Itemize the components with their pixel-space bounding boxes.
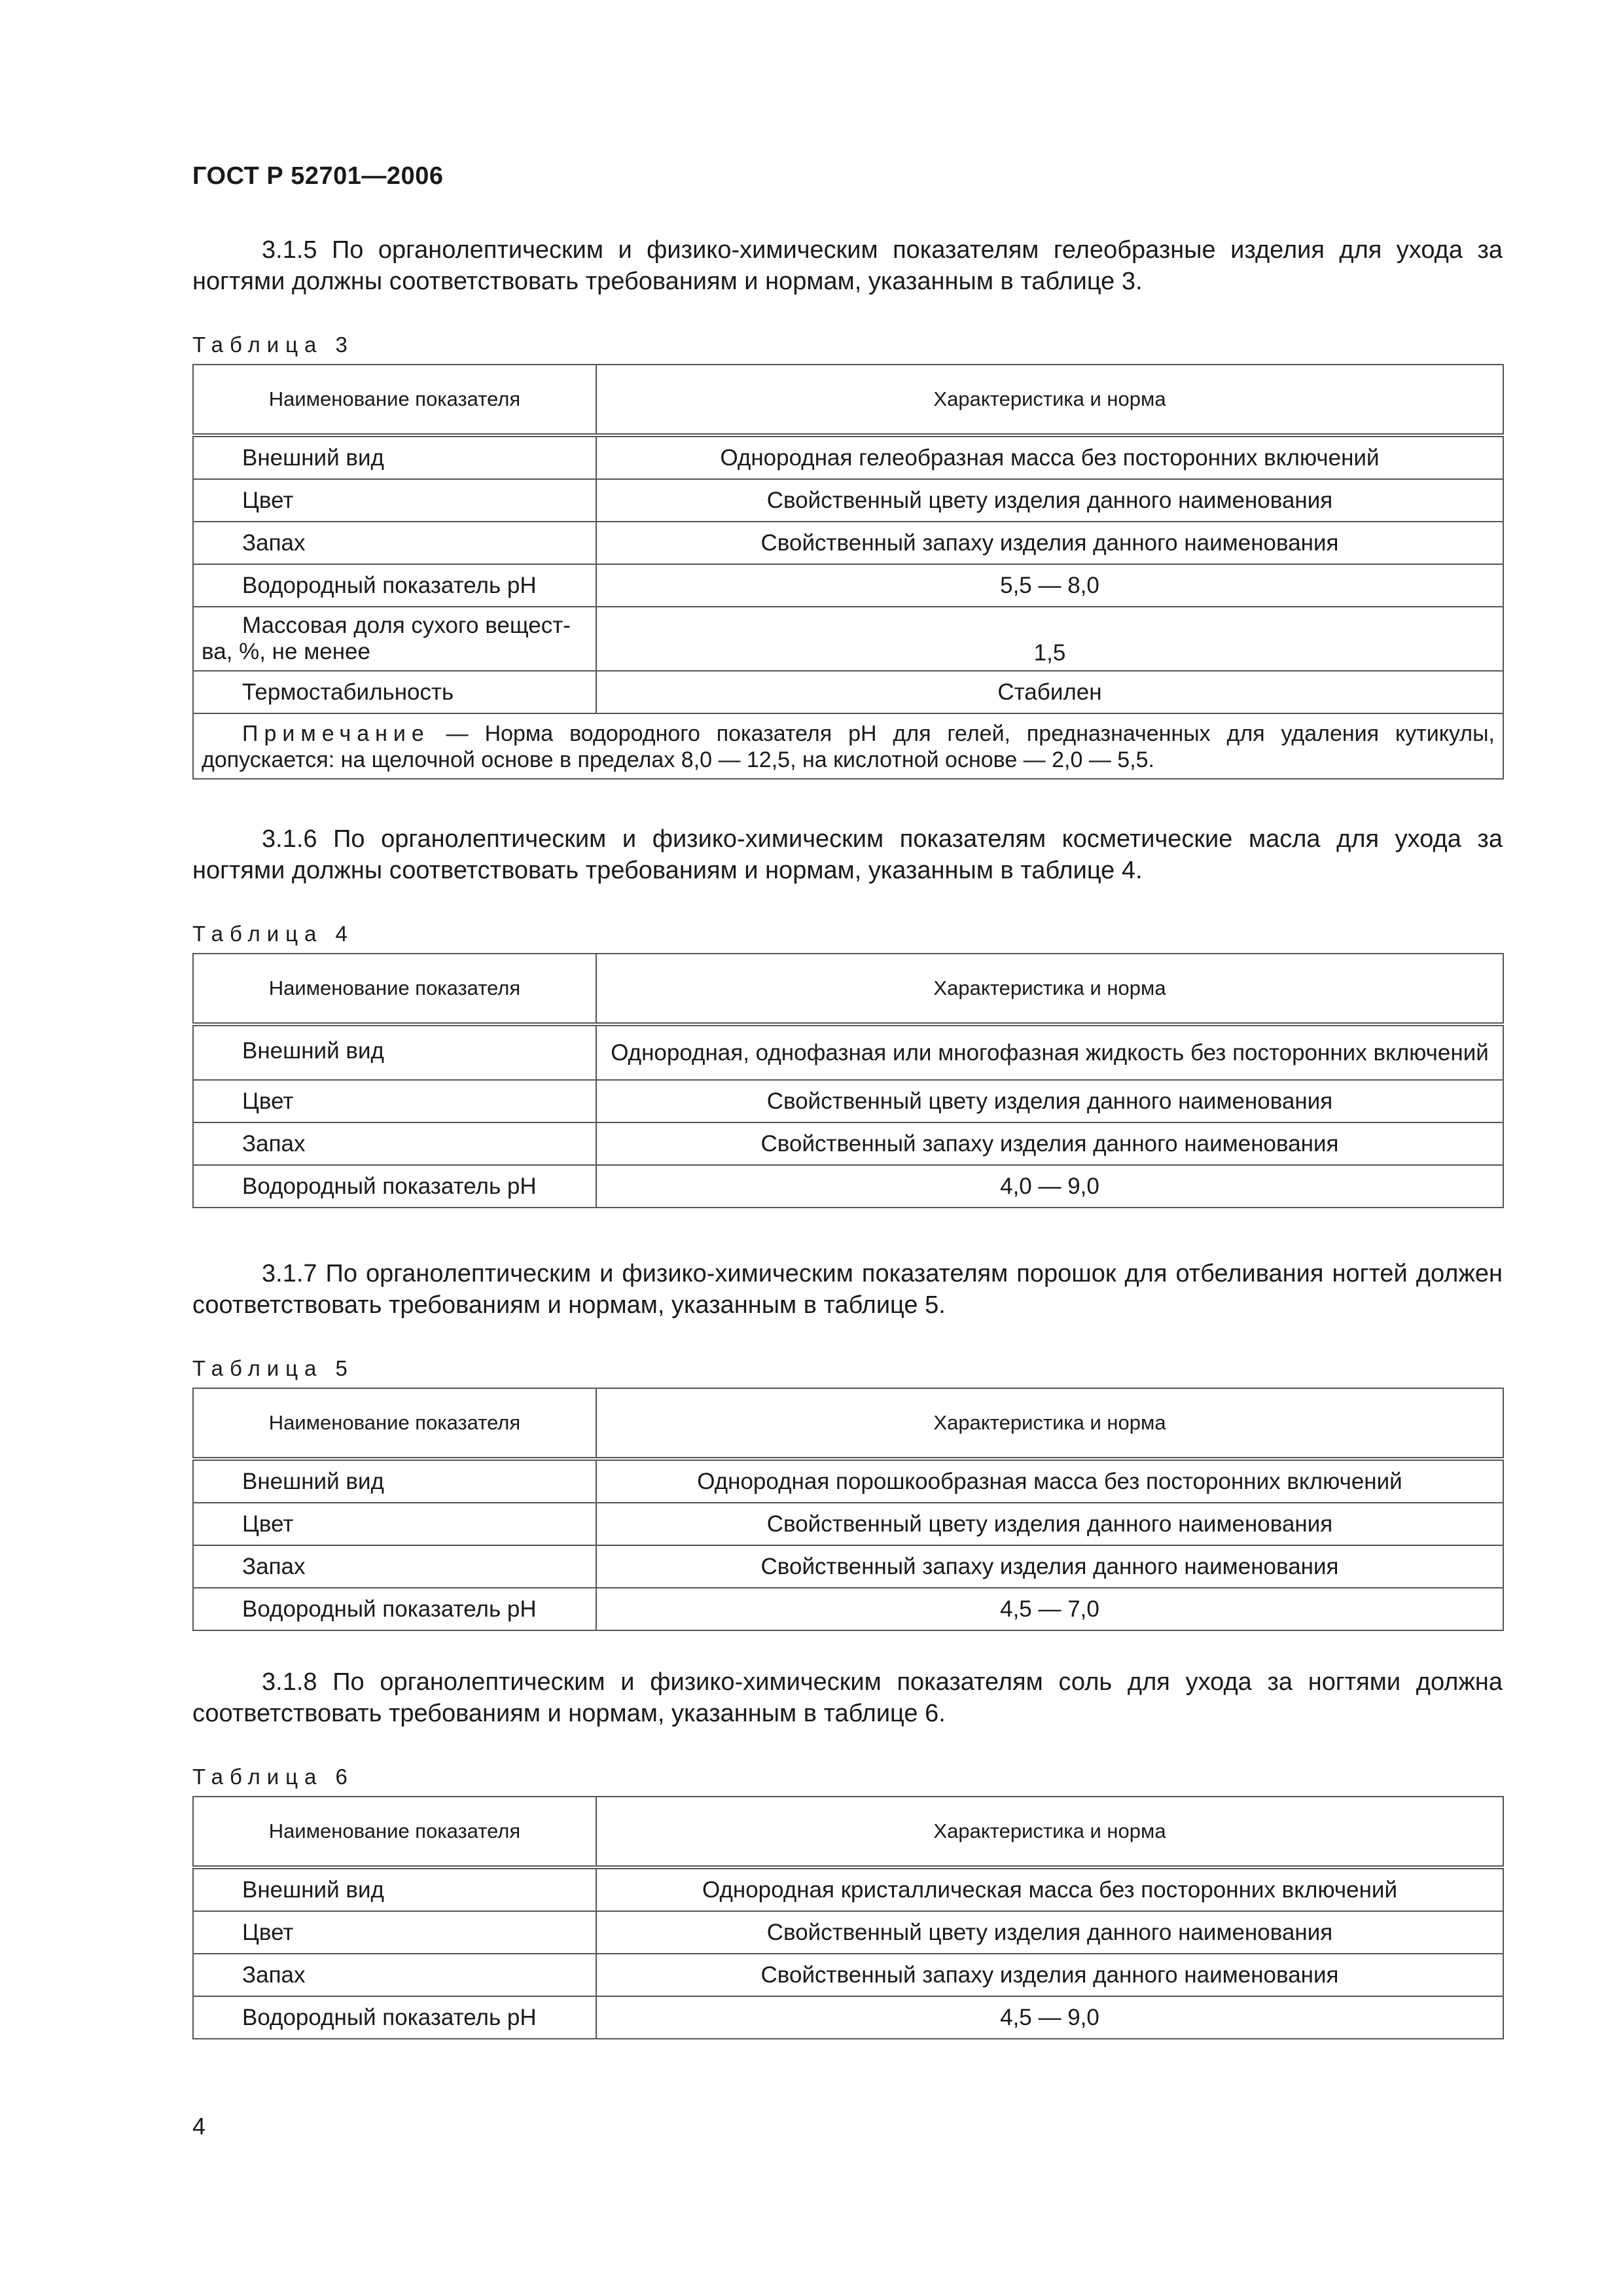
paragraph-3-1-8: 3.1.8 По органолептическим и физико-химическим показателям соль для ухода за ногтями должна соответствовать требованиям и нормам, указанным в таблице 6. — [192, 1668, 1503, 1727]
indicator-cell: Запах — [193, 522, 596, 564]
table-row — [193, 1954, 1503, 1996]
table-row — [193, 1122, 1503, 1165]
norm-cell: Однородная гелеобразная масса без посторонних включений — [596, 435, 1503, 479]
indicator-cell: Цвет — [193, 1503, 596, 1545]
table-row — [193, 607, 1503, 671]
indicator-cell: Внешний вид — [193, 1024, 596, 1080]
indicator-cell: Внешний вид — [193, 1459, 596, 1503]
norm-cell: 4,5 — 9,0 — [596, 1996, 1503, 2039]
table-3-caption: Таблица 3 — [192, 332, 354, 357]
norm-cell: 4,0 — 9,0 — [596, 1165, 1503, 1208]
norm-cell: Однородная порошкообразная масса без посторонних включений — [596, 1459, 1503, 1503]
column-header-indicator: Наименование показателя — [193, 1797, 596, 1867]
column-header-indicator: Наименование показателя — [193, 1388, 596, 1459]
indicator-cell: Водородный показатель рН — [193, 1588, 596, 1630]
table-4-caption: Таблица 4 — [192, 922, 354, 946]
table-header-row — [193, 1388, 1503, 1459]
indicator-cell: Массовая доля сухого вещест-ва, %, не менее — [193, 607, 596, 671]
table-note — [193, 713, 1503, 779]
table-note-row — [193, 713, 1503, 779]
table-row — [193, 435, 1503, 479]
norm-cell: Свойственный цвету изделия данного наименования — [596, 479, 1503, 522]
norm-cell: Свойственный запаху изделия данного наименования — [596, 1545, 1503, 1588]
table-4 — [192, 953, 1504, 1208]
column-header-norm: Характеристика и норма — [596, 954, 1503, 1024]
table-5-caption: Таблица 5 — [192, 1356, 354, 1380]
paragraph-3-1-7: 3.1.7 По органолептическим и физико-химическим показателям порошок для отбеливания ногтей должен соответствовать требованиям и нормам, указанным в таблице 5. — [192, 1260, 1503, 1319]
indicator-cell: Водородный показатель рН — [193, 1165, 596, 1208]
indicator-cell: Цвет — [193, 1911, 596, 1954]
indicator-cell: Цвет — [193, 479, 596, 522]
norm-cell: Свойственный цвету изделия данного наименования — [596, 1503, 1503, 1545]
indicator-cell: Запах — [193, 1545, 596, 1588]
norm-cell: Однородная кристаллическая масса без посторонних включений — [596, 1867, 1503, 1911]
indicator-cell: Водородный показатель рН — [193, 1996, 596, 2039]
norm-cell: 4,5 — 7,0 — [596, 1588, 1503, 1630]
table-5 — [192, 1388, 1504, 1631]
note-label: Примечание — [242, 721, 430, 746]
norm-cell: 1,5 — [596, 607, 1503, 671]
page-number: 4 — [192, 2113, 206, 2140]
table-6-caption: Таблица 6 — [192, 1765, 354, 1789]
table-row — [193, 564, 1503, 607]
column-header-indicator: Наименование показателя — [193, 365, 596, 435]
norm-cell: Свойственный цвету изделия данного наименования — [596, 1911, 1503, 1954]
norm-cell: 5,5 — 8,0 — [596, 564, 1503, 607]
table-row — [193, 1459, 1503, 1503]
table-row — [193, 1165, 1503, 1208]
table-header-row — [193, 954, 1503, 1024]
indicator-cell: Термостабильность — [193, 671, 596, 713]
indicator-cell: Внешний вид — [193, 1867, 596, 1911]
indicator-cell: Внешний вид — [193, 435, 596, 479]
table-header-row — [193, 1797, 1503, 1867]
norm-cell: Однородная, однофазная или многофазная жидкость без посторонних включений — [596, 1024, 1503, 1080]
paragraph-3-1-6: 3.1.6 По органолептическим и физико-химическим показателям косметические масла для ухода за ногтями должны соответствовать требованиям и нормам, указанным в таблице 4. — [192, 825, 1503, 884]
indicator-cell: Запах — [193, 1954, 596, 1996]
table-row — [193, 1545, 1503, 1588]
norm-cell: Свойственный запаху изделия данного наименования — [596, 1122, 1503, 1165]
column-header-indicator: Наименование показателя — [193, 954, 596, 1024]
norm-cell: Свойственный запаху изделия данного наименования — [596, 1954, 1503, 1996]
table-row — [193, 522, 1503, 564]
paragraph-3-1-5: 3.1.5 По органолептическим и физико-химическим показателям гелеобразные изделия для ухода за ногтями должны соответствовать требованиям и нормам, указанным в таблице 3. — [192, 236, 1503, 295]
column-header-norm: Характеристика и норма — [596, 1388, 1503, 1459]
indicator-cell: Цвет — [193, 1080, 596, 1122]
table-row — [193, 479, 1503, 522]
column-header-norm: Характеристика и норма — [596, 1797, 1503, 1867]
table-row — [193, 1588, 1503, 1630]
document-header: ГОСТ Р 52701—2006 — [192, 162, 444, 190]
table-row — [193, 671, 1503, 713]
table-row — [193, 1996, 1503, 2039]
table-header-row — [193, 365, 1503, 435]
table-3 — [192, 364, 1504, 780]
note-text: — Норма водородного показателя рН для гелей, предназначенных для удаления кутикулы, допускается: на щелочной основе в пределах 8,0 — 12,5, на кислотной основе — 2,0 — 5,5. — [202, 721, 1495, 772]
column-header-norm: Характеристика и норма — [596, 365, 1503, 435]
indicator-cell: Водородный показатель рН — [193, 564, 596, 607]
table-row — [193, 1080, 1503, 1122]
table-6 — [192, 1796, 1504, 2039]
table-row — [193, 1867, 1503, 1911]
norm-cell: Стабилен — [596, 671, 1503, 713]
table-row — [193, 1024, 1503, 1080]
table-row — [193, 1503, 1503, 1545]
norm-cell: Свойственный запаху изделия данного наименования — [596, 522, 1503, 564]
indicator-cell: Запах — [193, 1122, 596, 1165]
table-row — [193, 1911, 1503, 1954]
norm-cell: Свойственный цвету изделия данного наименования — [596, 1080, 1503, 1122]
